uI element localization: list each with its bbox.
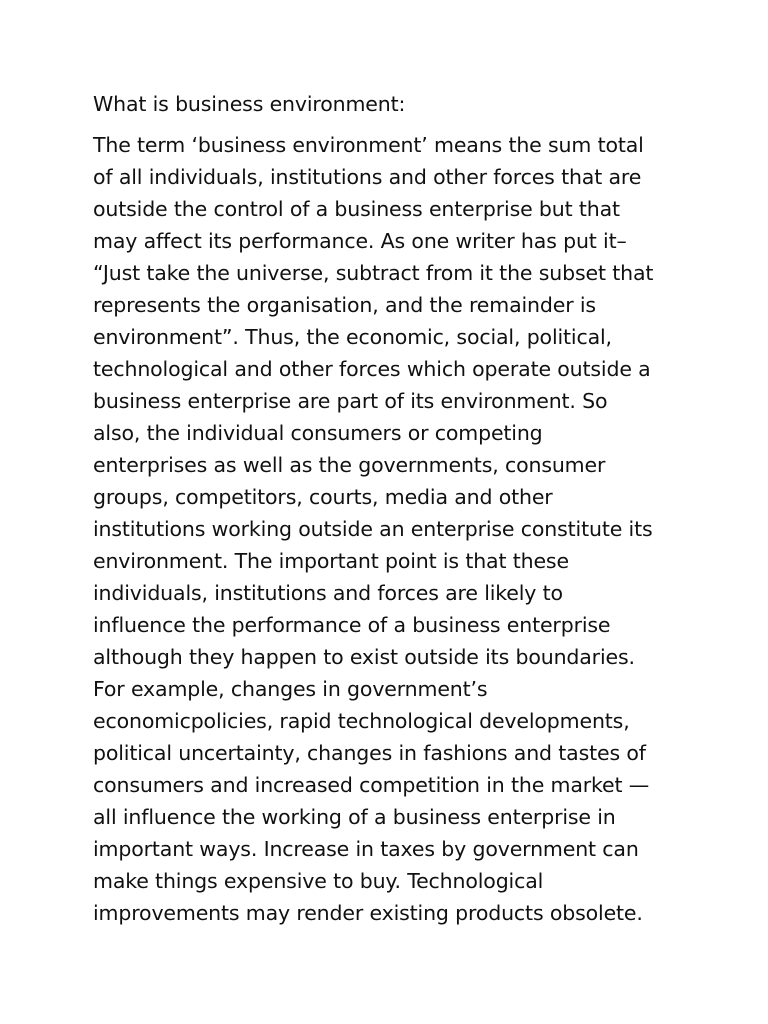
body-line: institutions working outside an enterprise constitute its <box>93 517 653 541</box>
body-line: groups, competitors, courts, media and other <box>93 485 553 509</box>
body-line: represents the organisation, and the remainder is <box>93 293 596 317</box>
body-line: technological and other forces which operate outside a <box>93 357 651 381</box>
document-heading: What is business environment: <box>93 92 406 116</box>
body-line: although they happen to exist outside its boundaries. <box>93 645 635 669</box>
body-line: The term ‘business environment’ means the sum total <box>93 133 644 157</box>
body-line: individuals, institutions and forces are likely to <box>93 581 563 605</box>
body-line: business enterprise are part of its environment. So <box>93 389 608 413</box>
body-line: environment”. Thus, the economic, social, political, <box>93 325 612 349</box>
body-line: influence the performance of a business enterprise <box>93 613 611 637</box>
body-line: all influence the working of a business enterprise in <box>93 805 616 829</box>
document-body <box>93 129 683 929</box>
document-content <box>93 88 683 929</box>
body-line: environment. The important point is that these <box>93 549 569 573</box>
body-line: political uncertainty, changes in fashions and tastes of <box>93 741 646 765</box>
body-line: may affect its performance. As one writer has put it– <box>93 229 627 253</box>
body-line: important ways. Increase in taxes by government can <box>93 837 639 861</box>
body-line: economicpolicies, rapid technological developments, <box>93 709 630 733</box>
body-line: of all individuals, institutions and other forces that are <box>93 165 642 189</box>
body-line: improvements may render existing products obsolete. <box>93 901 643 925</box>
body-line: consumers and increased competition in the market — <box>93 773 650 797</box>
body-line: also, the individual consumers or competing <box>93 421 543 445</box>
body-line: outside the control of a business enterprise but that <box>93 197 620 221</box>
body-line: make things expensive to buy. Technological <box>93 869 544 893</box>
body-line: For example, changes in government’s <box>93 677 488 701</box>
body-line: enterprises as well as the governments, consumer <box>93 453 606 477</box>
body-line: “Just take the universe, subtract from it the subset that <box>93 261 654 285</box>
